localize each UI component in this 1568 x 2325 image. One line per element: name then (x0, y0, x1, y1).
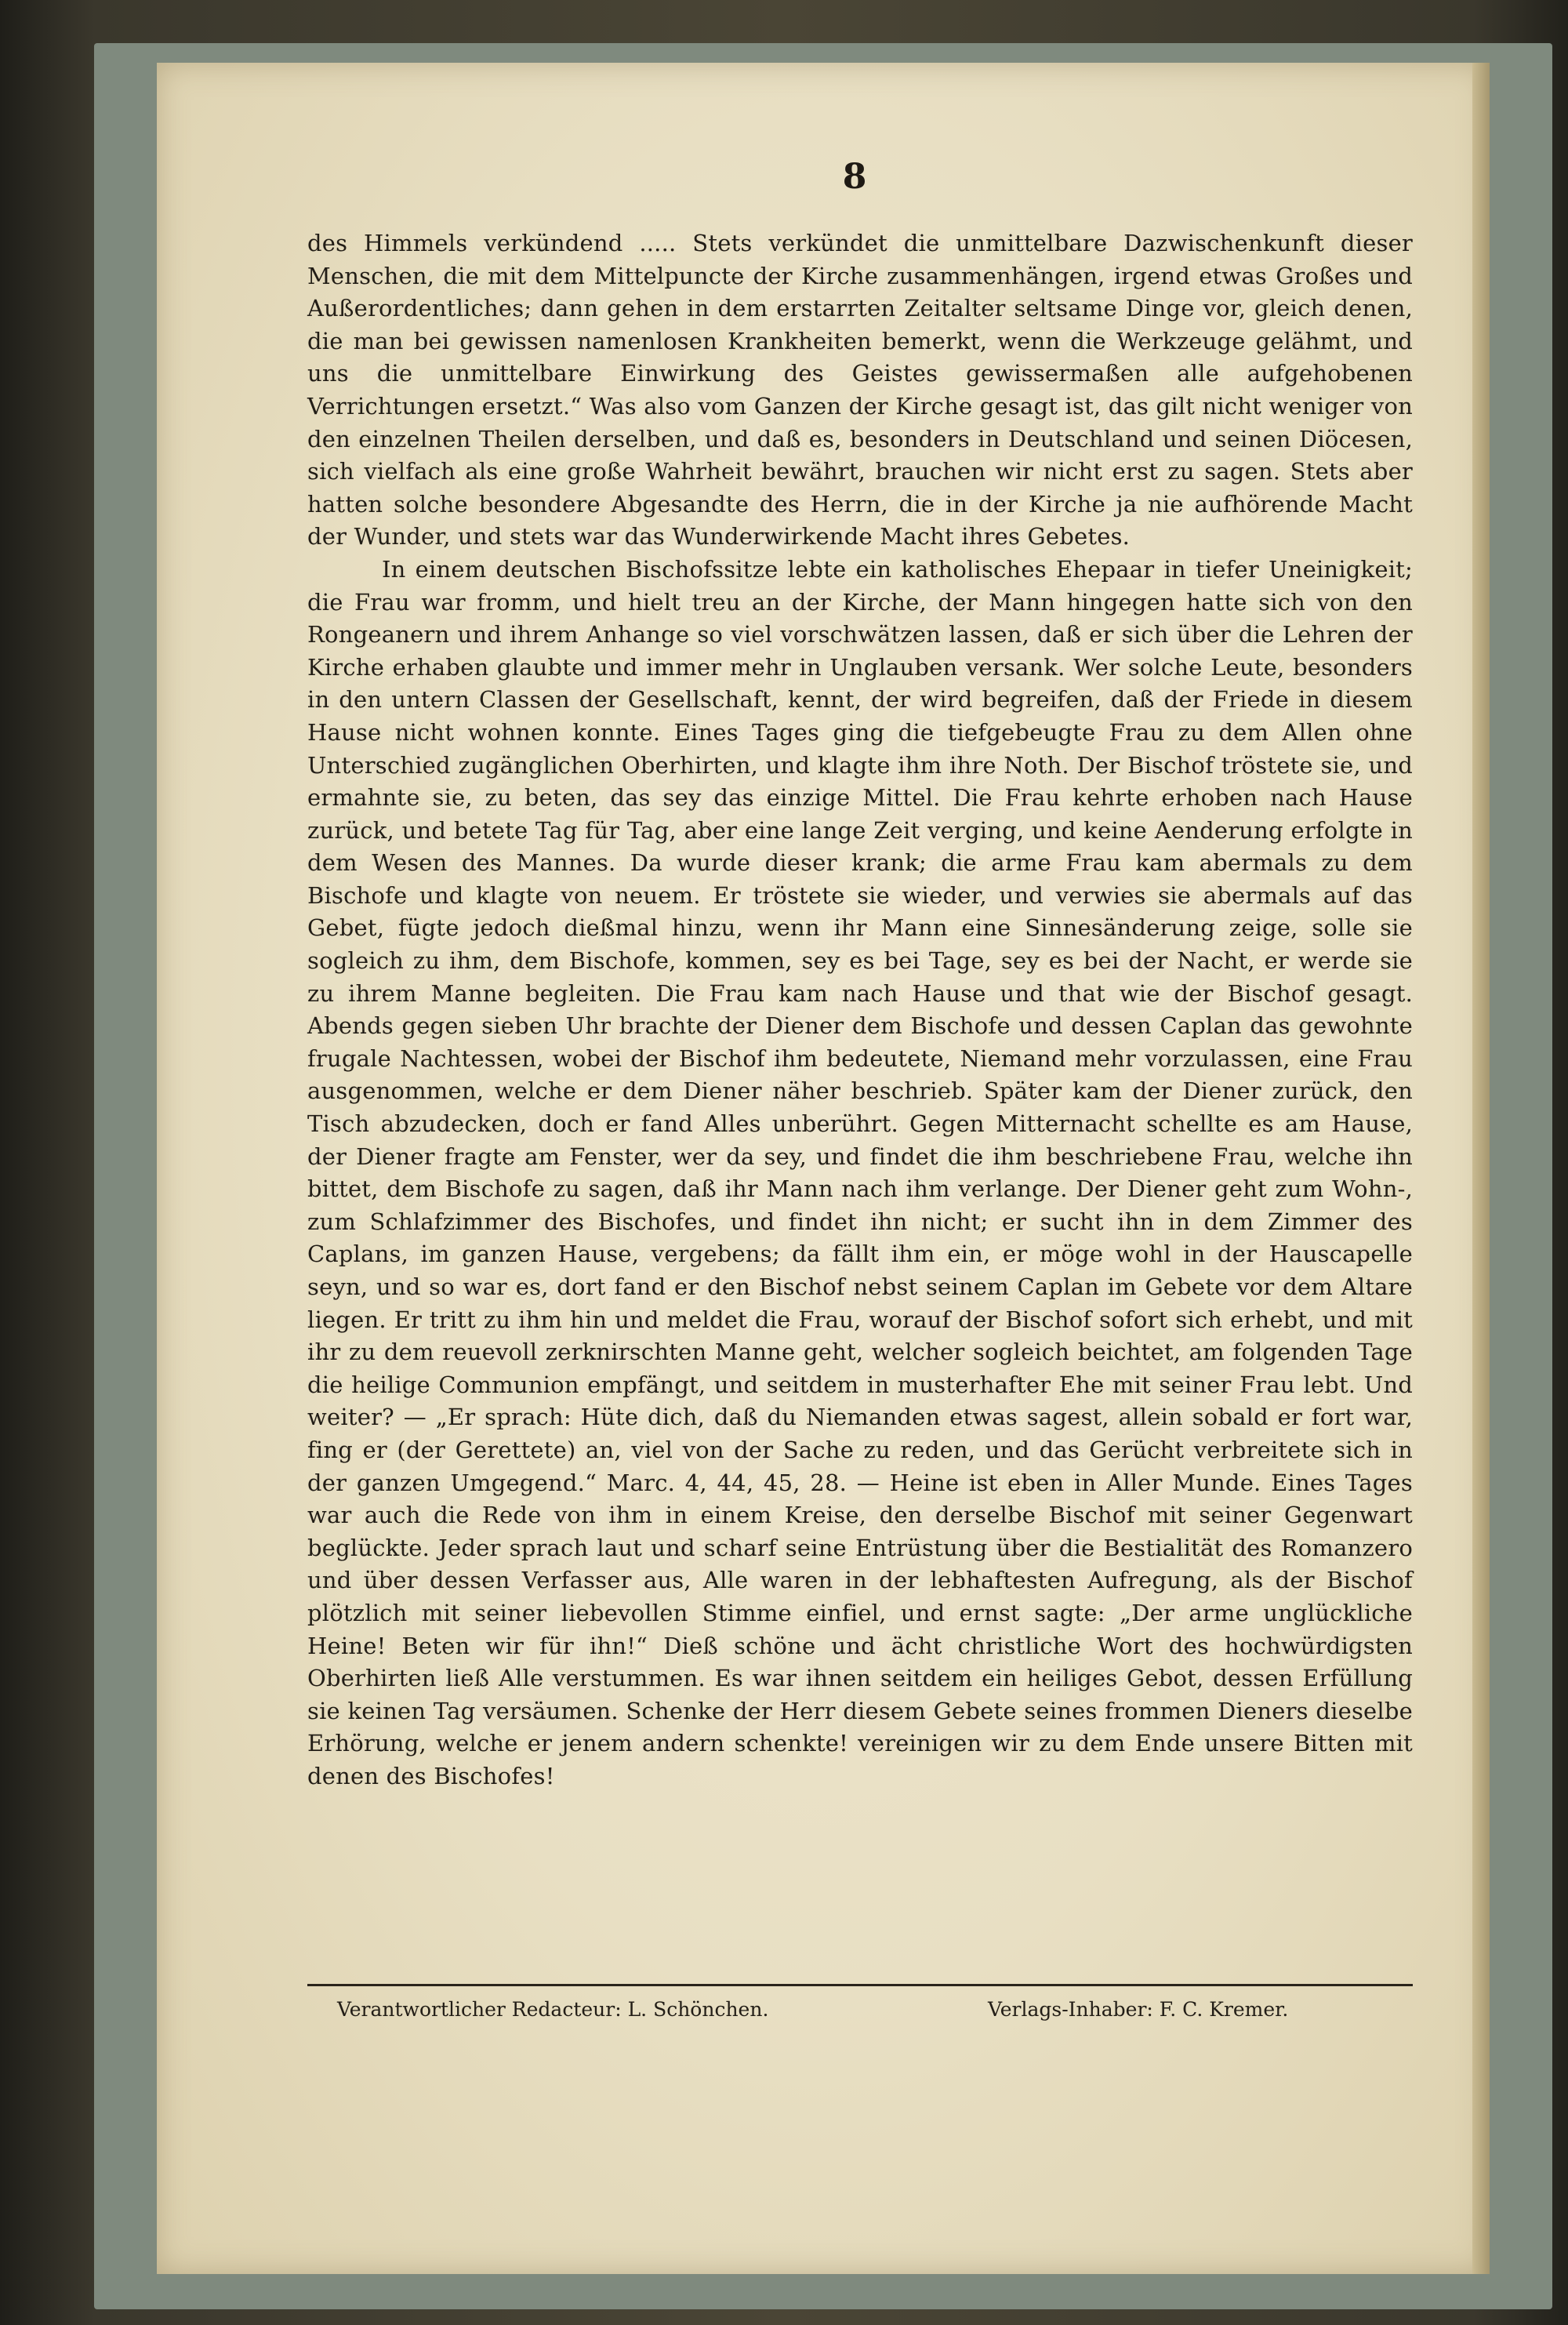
footer-editor: Verantwortlicher Redacteur: L. Schönchen. (337, 1998, 769, 2021)
footer-publisher: Verlags-Inhaber: F. C. Kremer. (988, 1998, 1289, 2021)
footer-rule (307, 1984, 1413, 1986)
body-text (307, 227, 1413, 1793)
page-number: 8 (842, 157, 867, 197)
paragraph-continuation: des Himmels verkündend ..... Stets verkündet die unmittelbare Dazwischenkunft dieser Menschen, die mit dem Mittelpuncte der Kirche zusammenhängen, irgend etwas Großes und Außerordentliches; dann gehen in dem erstarrten Zeitalter seltsame Dinge vor, gleich denen, die man bei gewissen namenlosen Krankheiten bemerkt, wenn die Werkzeuge gelähmt, und uns die unmittelbare Einwirkung des Geistes gewissermaßen alle aufgehobenen Verrichtungen ersetzt.“ Was also vom Ganzen der Kirche gesagt ist, das gilt nicht weniger von den einzelnen Theilen derselben, und daß es, besonders in Deutschland und seinen Diöcesen, sich vielfach als eine große Wahrheit bewährt, brauchen wir nicht erst zu sagen. Stets aber hatten solche besondere Abgesandte des Herrn, die in der Kirche ja nie aufhörende Macht der Wunder, und stets war das Wunderwirkende Macht ihres Gebetes. (307, 230, 1413, 550)
paragraph-story: In einem deutschen Bischofssitze lebte ein katholisches Ehepaar in tiefer Uneinigkeit; die Frau war fromm, und hielt treu an der Kirche, der Mann hingegen hatte sich von den Rongeanern und ihrem Anhange so viel vorschwätzen lassen, daß er sich über die Lehren der Kirche erhaben glaubte und immer mehr in Unglauben versank. Wer solche Leute, besonders in den untern Classen der Gesellschaft, kennt, der wird begreifen, daß der Friede in diesem Hause nicht wohnen konnte. Eines Tages ging die tiefgebeugte Frau zu dem Allen ohne Unterschied zugänglichen Oberhirten, und klagte ihm ihre Noth. Der Bischof tröstete sie, und ermahnte sie, zu beten, das sey das einzige Mittel. Die Frau kehrte erhoben nach Hause zurück, und betete Tag für Tag, aber eine lange Zeit verging, und keine Aenderung erfolgte in dem Wesen des Mannes. Da wurde dieser krank; die arme Frau kam abermals zu dem Bischofe und klagte von neuem. Er tröstete sie wieder, und verwies sie abermals auf das Gebet, fügte jedoch dießmal hinzu, wenn ihr Mann eine Sinnesänderung zeige, solle sie sogleich zu ihm, dem Bischofe, kommen, sey es bei Tage, sey es bei der Nacht, er werde sie zu ihrem Manne begleiten. Die Frau kam nach Hause und that wie der Bischof gesagt. Abends gegen sieben Uhr brachte der Diener dem Bischofe und dessen Caplan das gewohnte frugale Nachtessen, wobei der Bischof ihm bedeutete, Niemand mehr vorzulassen, eine Frau ausgenommen, welche er dem Diener näher beschrieb. Später kam der Diener zurück, den Tisch abzudecken, doch er fand Alles unberührt. Gegen Mitternacht schellte es am Hause, der Diener fragte am Fenster, wer da sey, und findet die ihm beschriebene Frau, welche ihn bittet, dem Bischofe zu sagen, daß ihr Mann nach ihm verlange. Der Diener geht zum Wohn-, zum Schlafzimmer des Bischofes, und findet ihn nicht; er sucht ihn in dem Zimmer des Caplans, im ganzen Hause, vergebens; da fällt ihm ein, er möge wohl in der Hauscapelle seyn, und so war es, dort fand er den Bischof nebst seinem Caplan im Gebete vor dem Altare liegen. Er tritt zu ihm hin und meldet die Frau, worauf der Bischof sofort sich erhebt, und mit ihr zu dem reuevoll zerknirschten Manne geht, welcher sogleich beichtet, am folgenden Tage die heilige Communion empfängt, und seitdem in musterhafter Ehe mit seiner Frau lebt. Und weiter? — „Er sprach: Hüte dich, daß du Niemanden etwas sagest, allein sobald er fort war, fing er (der Gerettete) an, viel von der Sache zu reden, und das Gerücht verbreitete sich in der ganzen Umgegend.“ Marc. 4, 44, 45, 28. — Heine ist eben in Aller Munde. Eines Tages war auch die Rede von ihm in einem Kreise, den derselbe Bischof mit seiner Gegenwart beglückte. Jeder sprach laut und scharf seine Entrüstung über die Bestialität des Romanzero und über dessen Verfasser aus, Alle waren in der lebhaftesten Aufregung, als der Bischof plötzlich mit seiner liebevollen Stimme einfiel, und ernst sagte: „Der arme unglückliche Heine! Beten wir für ihn!“ Dieß schöne und ächt christliche Wort des hochwürdigsten Oberhirten ließ Alle verstummen. Es war ihnen seitdem ein heiliges Gebot, dessen Erfüllung sie keinen Tag versäumen. Schenke der Herr diesem Gebete seines frommen Dieners dieselbe Erhörung, welche er jenem andern schenkte! vereinigen wir zu dem Ende unsere Bitten mit denen des Bischofes! (307, 555, 1413, 1789)
page-fore-edge (1472, 63, 1490, 2274)
